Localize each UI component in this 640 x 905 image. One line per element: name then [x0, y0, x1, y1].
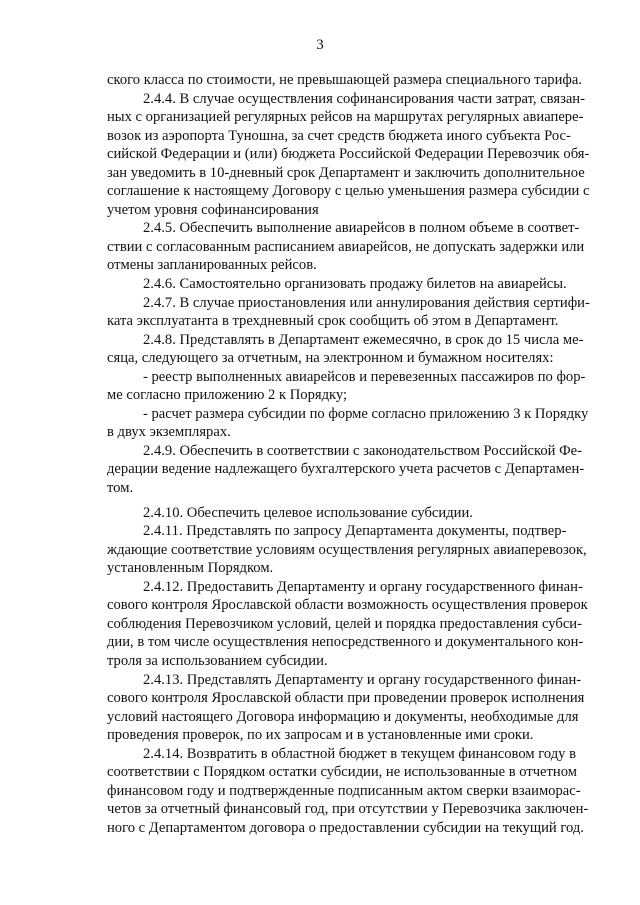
paragraph [107, 745, 589, 838]
text-line: ского класса по стоимости, не превышающей размера специального тарифа. [107, 72, 582, 88]
text-line: сяца, следующего за отчетным, на электронном и бумажном носителях: [107, 350, 554, 367]
text-line: 2.4.9. Обеспечить в соответствии с законодательством Российской Фе- [143, 442, 582, 459]
text-line: 2.4.13. Представлять Департаменту и органу государственного финан- [143, 671, 582, 688]
text-line: сийской Федерации и (или) бюджета Российской Федерации Перевозчик обя- [107, 146, 590, 163]
text-line: дерации ведение надлежащего бухгалтерского учета расчетов с Департамен- [107, 461, 585, 478]
text-line: 2.4.11. Представлять по запросу Департамента документы, подтвер- [143, 523, 567, 540]
paragraph [107, 504, 535, 523]
document-body [107, 71, 590, 837]
paragraph [107, 522, 587, 578]
paragraph [107, 442, 585, 498]
text-line: зан уведомить в 10-дневный срок Департамент и заключить дополнительное [107, 164, 585, 181]
text-line: четов за отчетный финансовый год, при отсутствии у Перевозчика заключен- [107, 801, 589, 818]
text-line: 2.4.12. Предоставить Департаменту и органу государственного финан- [143, 578, 583, 595]
paragraph [107, 275, 567, 294]
paragraph [107, 331, 584, 368]
text-line: возок из аэропорта Туношна, за счет средств бюджета иного субъекта Рос- [107, 127, 571, 144]
paragraph [107, 671, 585, 745]
text-line: установленным Порядком. [107, 560, 274, 577]
text-line: дии, в том числе осуществления непосредственного и документального кон- [107, 634, 584, 651]
text-line: ных с организацией регулярных рейсов на маршрутах регулярных авиапере- [107, 109, 584, 126]
text-line: 2.4.8. Представлять в Департамент ежемесячно, в срок до 15 числа ме- [143, 331, 584, 348]
text-line: 2.4.14. Возвратить в областной бюджет в текущем финансовом году в [143, 745, 576, 762]
text-line: ствии с согласованным расписанием авиарейсов, не допускать задержки или [107, 238, 585, 255]
text-line: троля за использованием субсидии. [107, 652, 328, 669]
text-line: соглашение к настоящему Договору с целью уменьшения размера субсидии с [107, 183, 590, 200]
text-line: том. [107, 480, 134, 497]
text-line: 2.4.10. Обеспечить целевое использование субсидии. [143, 504, 473, 521]
text-line: в двух экземплярах. [107, 424, 231, 441]
text-line: - расчет размера субсидии по форме согласно приложению 3 к Порядку [143, 405, 589, 422]
text-line: соблюдения Перевозчиком условий, целей и порядка предоставления субси- [107, 615, 582, 632]
text-line: ного с Департаментом договора о предоставлении субсидии на текущий год. [107, 819, 584, 836]
text-line: ката эксплуатанта в трехдневный срок сообщить об этом в Департамент. [107, 313, 559, 330]
paragraph [107, 294, 590, 331]
text-line: финансовом году и подтвержденные подписанным актом сверки взаиморас- [107, 782, 581, 799]
paragraph [107, 71, 582, 90]
text-line: 2.4.5. Обеспечить выполнение авиарейсов в полном объеме в соответ- [143, 220, 580, 237]
paragraph [107, 219, 585, 275]
text-line: 2.4.7. В случае приостановления или аннулирования действия сертифи- [143, 294, 590, 311]
text-line: ме согласно приложению 2 к Порядку; [107, 387, 348, 404]
text-line: проведения проверок, по их запросам и в установленные ими сроки. [107, 727, 534, 744]
text-line: учетом уровня софинансирования [107, 201, 319, 218]
text-line: соответствии с Порядком остатки субсидии, не использованные в отчетном [107, 764, 577, 781]
text-line: 2.4.4. В случае осуществления софинансирования части затрат, связан- [143, 90, 585, 107]
text-line: - реестр выполненных авиарейсов и перевезенных пассажиров по фор- [143, 368, 586, 385]
paragraph [107, 368, 586, 405]
text-line: отмены запланированных рейсов. [107, 257, 317, 274]
text-line: сового контроля Ярославской области возможность осуществления проверок [107, 597, 588, 614]
paragraph [107, 90, 590, 220]
paragraph [107, 578, 588, 671]
text-line: сового контроля Ярославской области при проведении проверок исполнения [107, 690, 585, 707]
text-line: ждающие соответствие условиям осуществления регулярных авиаперевозок, [107, 541, 587, 558]
page-number: 3 [316, 37, 324, 53]
text-line: 2.4.6. Самостоятельно организовать продажу билетов на авиарейсы. [143, 276, 567, 293]
text-line: условий настоящего Договора информацию и документы, необходимые для [107, 708, 579, 725]
paragraph [107, 405, 589, 442]
